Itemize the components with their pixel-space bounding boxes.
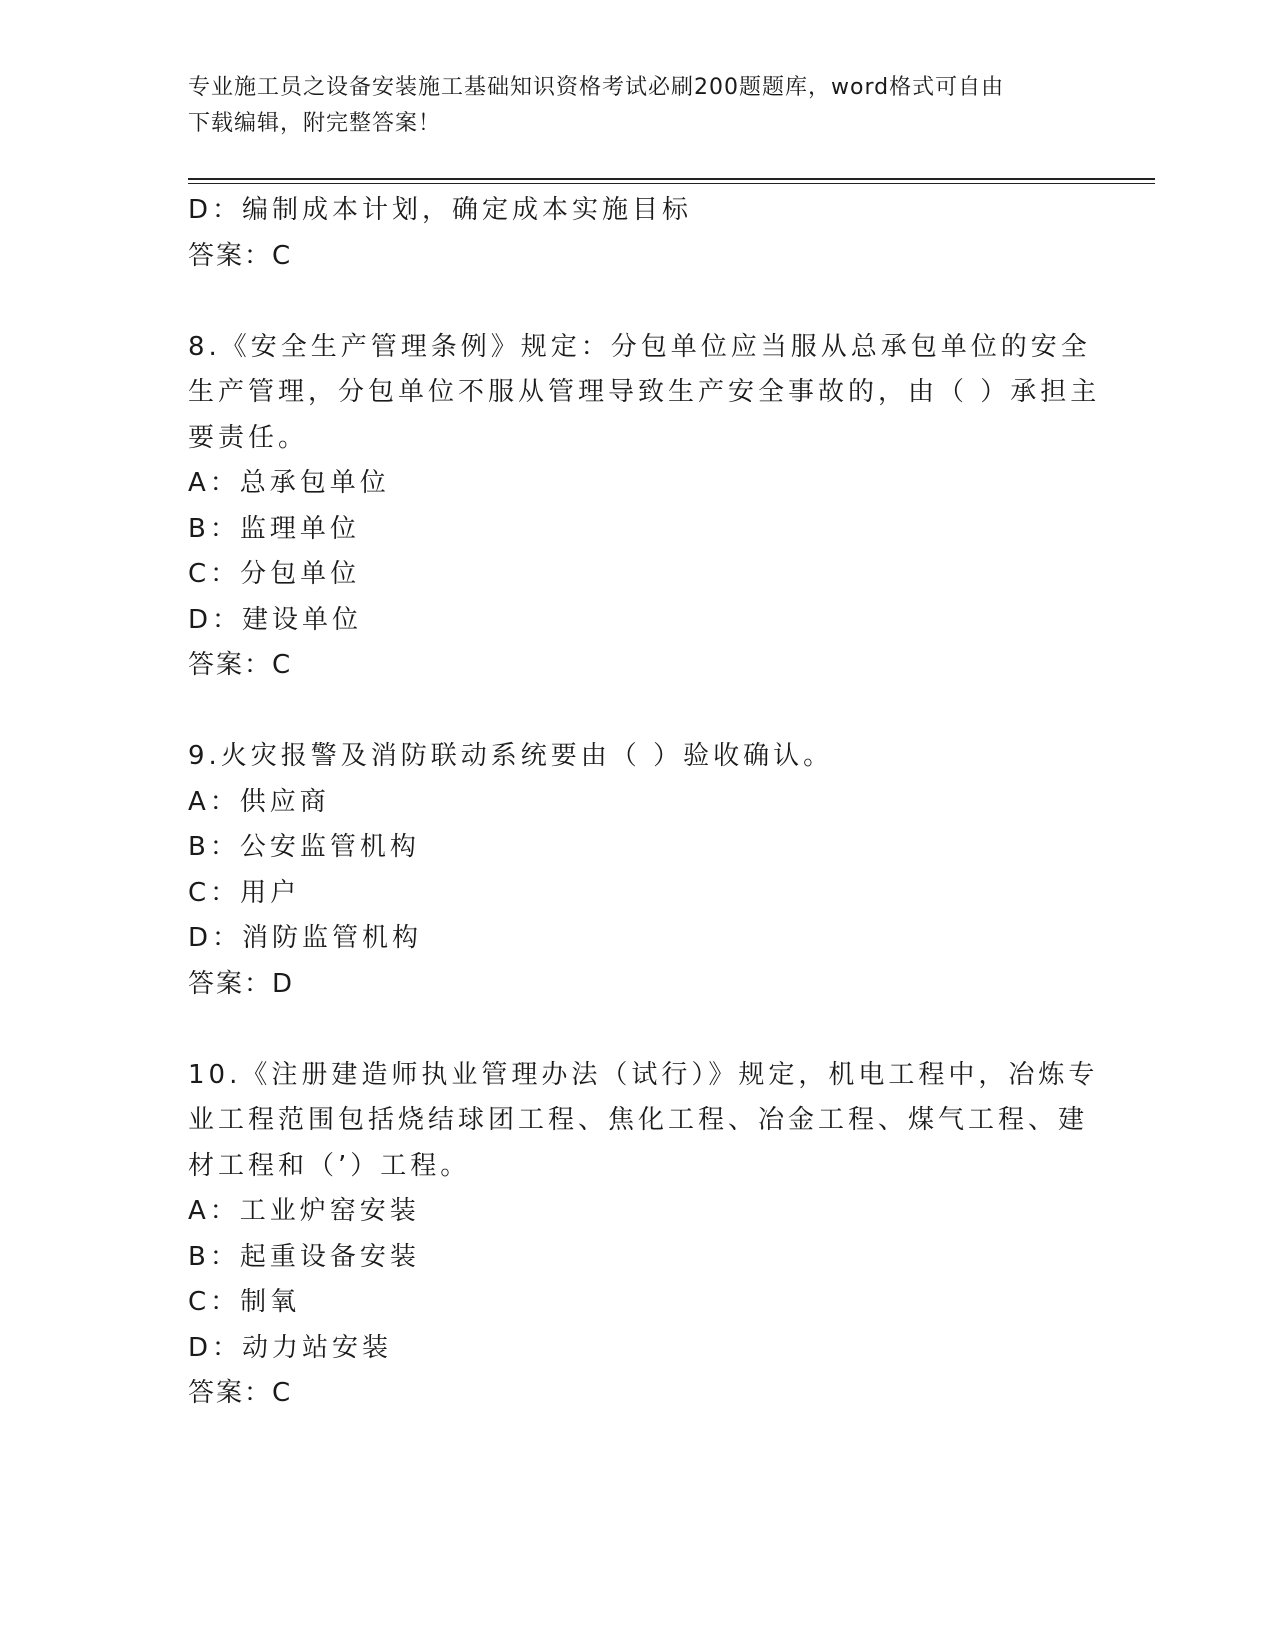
q10-option-a: A：工业炉窑安装 (188, 1196, 420, 1226)
question-8 (188, 325, 1101, 689)
q8-option-d: D：建设单位 (188, 604, 363, 635)
q10-stem-line-3: 材工程和（’）工程。 (188, 1150, 471, 1181)
question-10 (188, 1053, 1099, 1417)
q9-option-c: C：用户 (188, 877, 301, 908)
q7-answer: 答案：C (188, 240, 293, 271)
q10-answer: 答案：C (188, 1378, 293, 1408)
q8-option-a: A：总承包单位 (188, 468, 390, 498)
spacer (188, 1007, 1088, 1053)
spacer (188, 689, 1088, 735)
q9-answer: 答案：D (188, 968, 295, 999)
q9-stem-line-1: 9.火灾报警及消防联动系统要由（ ）验收确认。 (188, 741, 834, 771)
q10-stem-line-2: 业工程范围包括烧结球团工程、焦化工程、冶金工程、煤气工程、建 (188, 1105, 1089, 1135)
q10-stem-line-1: 10.《注册建造师执业管理办法（试行）》规定，机电工程中，冶炼专 (188, 1059, 1099, 1090)
q9-option-a: A：供应商 (188, 786, 330, 817)
q10-option-c: C：制氧 (188, 1287, 301, 1317)
q8-answer: 答案：C (188, 650, 293, 680)
header-divider-thin (188, 183, 1155, 184)
q7-option-d: D：编制成本计划，确定成本实施目标 (188, 195, 693, 225)
spacer (188, 279, 1088, 325)
document-header (188, 70, 1068, 142)
q8-option-b: B：监理单位 (188, 513, 360, 544)
q10-option-d: D：动力站安装 (188, 1332, 393, 1363)
document-body (188, 188, 1101, 1417)
q8-stem-line-1: 8.《安全生产管理条例》规定：分包单位应当服从总承包单位的安全 (188, 331, 1091, 362)
question-7-tail (188, 188, 1088, 279)
q10-option-b: B：起重设备安装 (188, 1241, 420, 1272)
q8-option-c: C：分包单位 (188, 559, 361, 589)
header-title-line-2: 下载编辑，附完整答案！ (188, 111, 442, 136)
q9-option-b: B：公安监管机构 (188, 832, 420, 862)
q8-stem-line-2: 生产管理，分包单位不服从管理导致生产安全事故的，由（ ）承担主 (188, 377, 1101, 407)
header-title-line-1: 专业施工员之设备安装施工基础知识资格考试必刷200题题库，word格式可自由 (188, 75, 1005, 100)
question-9 (188, 734, 1088, 1007)
q8-stem-line-3: 要责任。 (188, 422, 309, 453)
q9-option-d: D：消防监管机构 (188, 923, 423, 953)
header-divider-thick (188, 178, 1155, 180)
